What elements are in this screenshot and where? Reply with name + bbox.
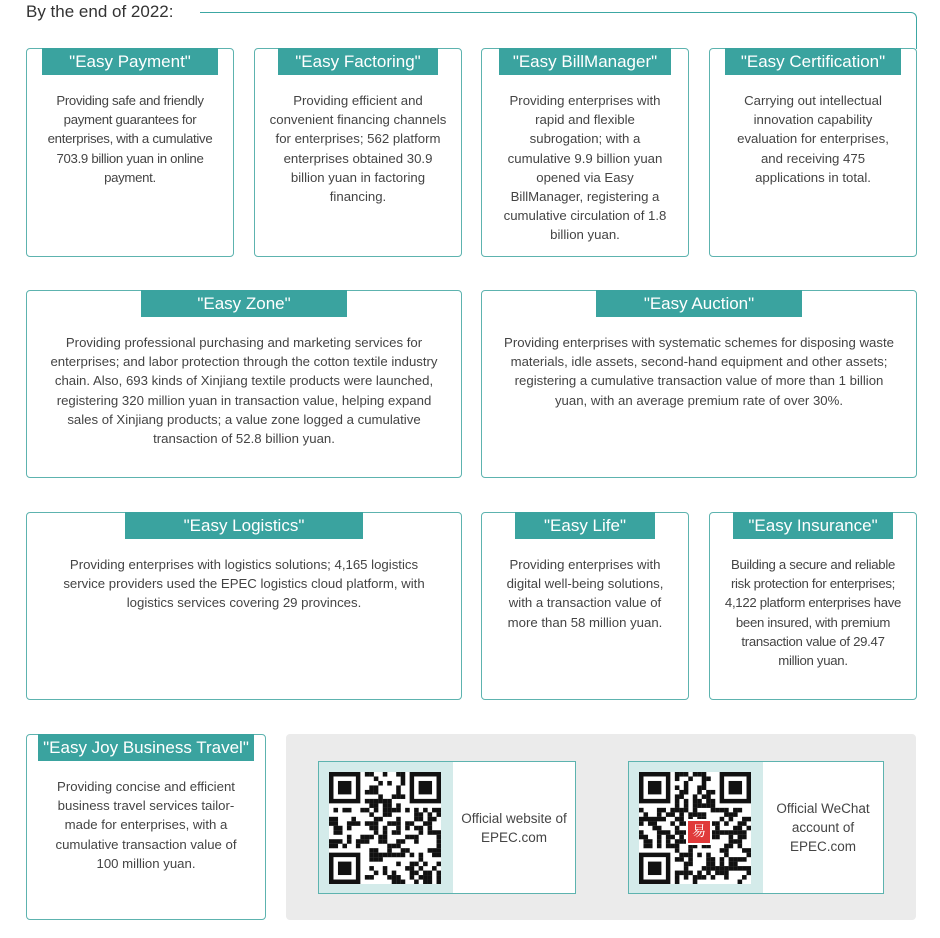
card-easy-certification	[709, 48, 917, 257]
card-description: Providing enterprises with systematic schemes for disposing waste materials, idle assets, second-hand equipment and other assets; registering a cumulative transaction value of more than 1 billion yuan, with an average premium rate of over 30%.	[504, 335, 894, 408]
card-title: "Easy Insurance"	[733, 512, 893, 539]
wechat-logo-badge: 易	[686, 819, 712, 845]
card-title: "Easy Payment"	[42, 48, 218, 75]
card-easy-joy-business-travel	[26, 734, 266, 920]
card-description: Providing enterprises with digital well-being solutions, with a transaction value of more than 58 million yuan.	[506, 557, 664, 630]
card-easy-logistics	[26, 512, 462, 700]
qr-code-panel	[286, 734, 916, 920]
qr-website-box	[318, 761, 576, 894]
card-description: Building a secure and reliable risk protection for enterprises; 4,122 platform enterprises have been insured, with premium transaction value of 29.47 million yuan.	[724, 557, 902, 669]
card-easy-life	[481, 512, 689, 700]
card-title: "Easy Life"	[515, 512, 655, 539]
card-title: "Easy Joy Business Travel"	[38, 734, 254, 761]
card-easy-billmanager	[481, 48, 689, 257]
card-easy-zone	[26, 290, 462, 478]
website-qr-code-icon[interactable]	[329, 772, 441, 884]
qr-wechat-box	[628, 761, 884, 894]
card-title: "Easy BillManager"	[499, 48, 671, 75]
card-easy-payment	[26, 48, 234, 257]
qr-wechat-caption: Official WeChat account of EPEC.com	[776, 801, 870, 854]
card-description: Carrying out intellectual innovation capability evaluation for enterprises, and receiving 475 applications in total.	[737, 93, 889, 185]
card-easy-auction	[481, 290, 917, 478]
card-easy-insurance	[709, 512, 917, 700]
card-description: Providing enterprises with logistics solutions; 4,165 logistics service providers used the EPEC logistics cloud platform, with logistics services covering 29 provinces.	[63, 557, 425, 611]
card-description: Providing concise and efficient business travel services tailor-made for enterprises, with a cumulative transaction value of 100 million yuan.	[55, 779, 237, 871]
card-title: "Easy Certification"	[725, 48, 901, 75]
card-description: Providing safe and friendly payment guarantees for enterprises, with a cumulative 703.9 billion yuan in online payment.	[47, 93, 213, 185]
card-description: Providing efficient and convenient financing channels for enterprises; 562 platform enterprises obtained 30.9 billion yuan in factoring financing.	[269, 93, 447, 205]
card-easy-factoring	[254, 48, 462, 257]
card-title: "Easy Auction"	[596, 290, 802, 317]
card-title: "Easy Logistics"	[125, 512, 363, 539]
card-description: Providing professional purchasing and marketing services for enterprises; and labor protection through the cotton textile industry chain. Also, 693 kinds of Xinjiang textile products were launched, registering 320 million yuan in transaction value, helping expand sales of Xinjiang products; a value zone logged a cumulative transaction of 52.8 billion yuan.	[50, 335, 438, 447]
heading-connector-line	[200, 12, 917, 49]
card-description: Providing enterprises with rapid and flexible subrogation; with a cumulative 9.9 billion yuan opened via Easy BillManager, registering a cumulative circulation of 1.8 billion yuan.	[503, 93, 667, 243]
page-heading: By the end of 2022:	[26, 2, 187, 22]
qr-website-caption: Official website of EPEC.com	[461, 810, 567, 845]
card-title: "Easy Factoring"	[278, 48, 438, 75]
card-title: "Easy Zone"	[141, 290, 347, 317]
